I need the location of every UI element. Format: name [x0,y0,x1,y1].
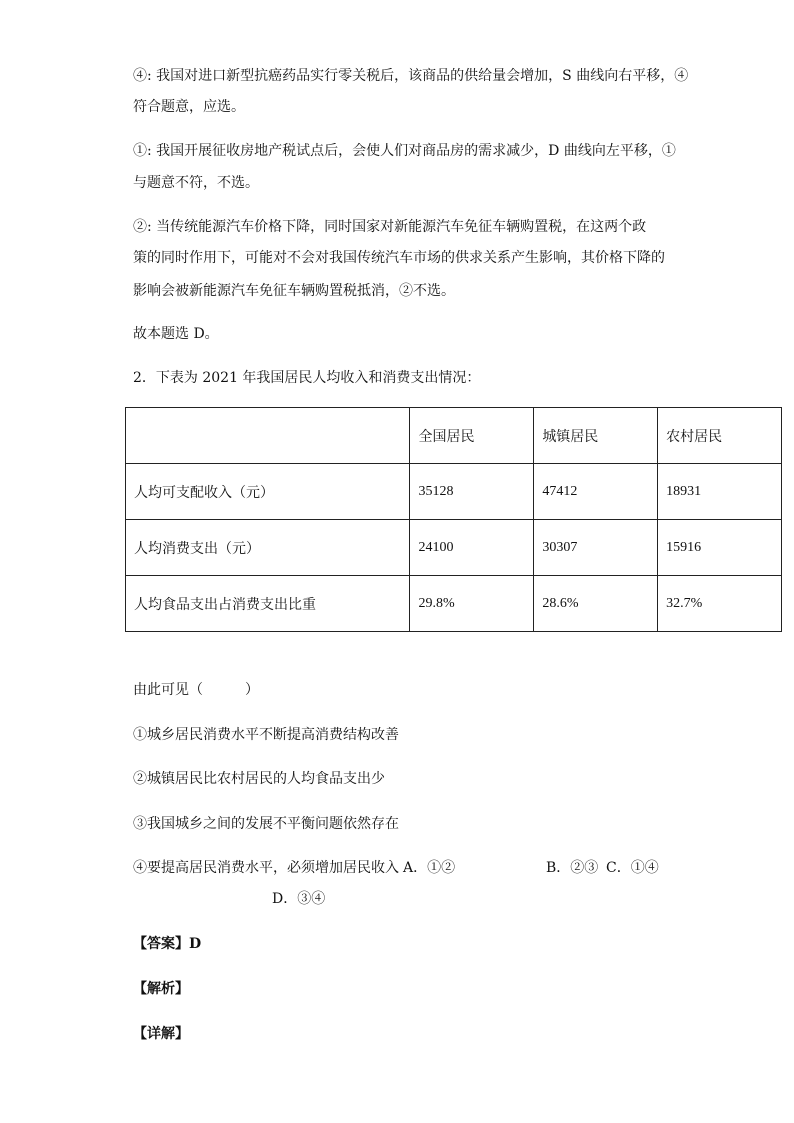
choice-b: B．②③ [546,860,599,876]
table-cell-label: 人均消费支出（元） [126,520,410,576]
statement-4: ④要提高居民消费水平，必须增加居民收入 [133,860,399,876]
table-cell: 28.6% [534,576,658,632]
prev-answer-p3-line2: 策的同时作用下，可能对不会对我国传统汽车市场的供求关系产生影响，其价格下降的 [133,250,665,266]
statement-3: ③我国城乡之间的发展不平衡问题依然存在 [133,816,399,832]
detail-label: 【详解】 [133,1026,189,1042]
table-cell-label: 人均食品支出占消费支出比重 [126,576,410,632]
choice-d: D．③④ [272,891,326,907]
table-cell-label: 人均可支配收入（元） [126,464,410,520]
table-cell: 15916 [658,520,782,576]
choice-a: A．①② [403,860,456,876]
income-table [125,407,782,632]
table-header-cell: 农村居民 [658,408,782,464]
table-cell: 29.8% [410,576,534,632]
table-cell: 47412 [534,464,658,520]
table-header-cell: 全国居民 [410,408,534,464]
prev-answer-p3-line3: 影响会被新能源汽车免征车辆购置税抵消，②不选。 [133,283,455,299]
question-prompt: 由此可见（ ） [133,682,259,698]
table-row [126,520,782,576]
statement-2: ②城镇居民比农村居民的人均食品支出少 [133,771,385,787]
prev-answer-p3-line1: ②: 当传统能源汽车价格下降，同时国家对新能源汽车免征车辆购置税，在这两个政 [133,219,647,235]
table-header-cell [126,408,410,464]
prev-answer-p1-line2: 符合题意，应选。 [133,99,245,115]
table-row [126,464,782,520]
prev-answer-conclusion: 故本题选 D。 [133,326,219,342]
statement-1: ①城乡居民消费水平不断提高消费结构改善 [133,727,399,743]
table-header-row [126,408,782,464]
prev-answer-p1-line1: ④: 我国对进口新型抗癌药品实行零关税后，该商品的供给量会增加，S 曲线向右平移，④ [133,68,689,84]
table-cell: 24100 [410,520,534,576]
table-header-cell: 城镇居民 [534,408,658,464]
table-cell: 30307 [534,520,658,576]
question-stem: 2．下表为 2021 年我国居民人均收入和消费支出情况： [133,370,481,386]
choice-c: C．①④ [606,860,659,876]
table-cell: 32.7% [658,576,782,632]
prev-answer-p2-line1: ①: 我国开展征收房地产税试点后，会使人们对商品房的需求减少，D 曲线向左平移，① [133,143,676,159]
table-cell: 35128 [410,464,534,520]
table-row [126,576,782,632]
table-cell: 18931 [658,464,782,520]
answer-line: 【答案】D [133,936,202,952]
analysis-label: 【解析】 [133,981,189,997]
prev-answer-p2-line2: 与题意不符，不选。 [133,175,259,191]
